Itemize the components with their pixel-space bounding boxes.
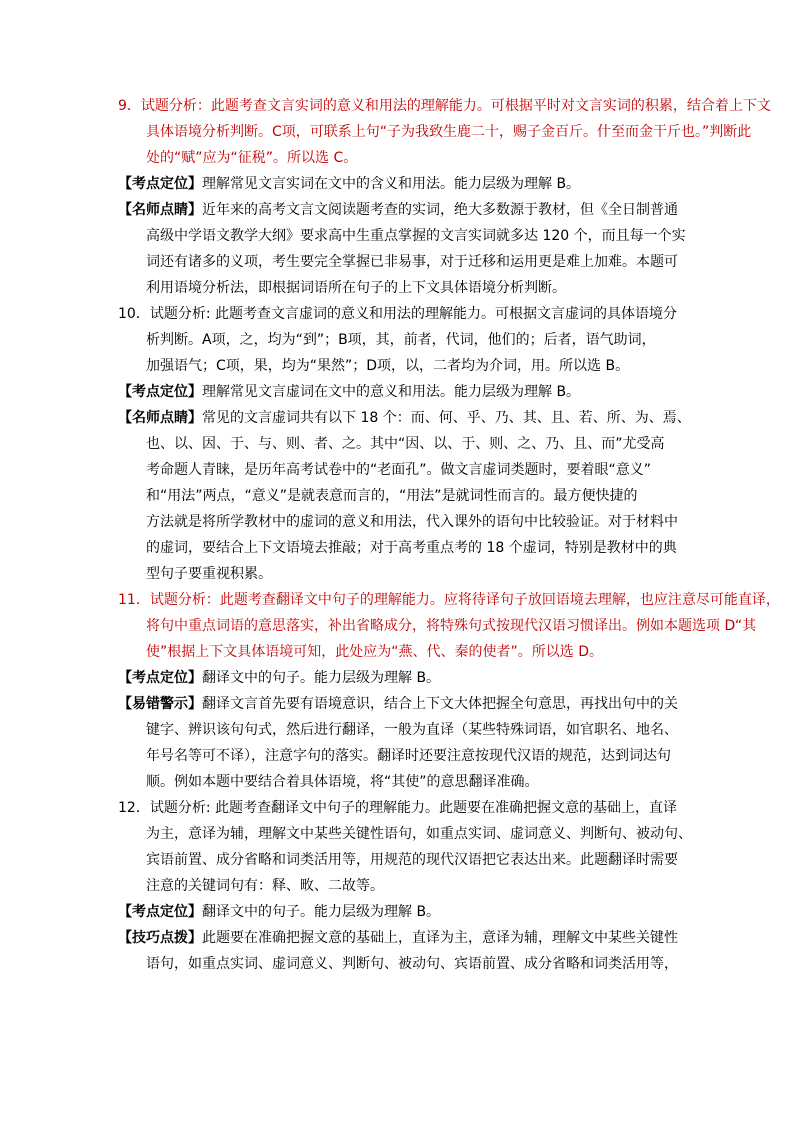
q12-number: 12． [118, 800, 150, 816]
q10-number: 10． [118, 306, 150, 322]
q11-number: 11． [118, 592, 150, 608]
q12-tip-tag: 【技巧点拨】 [118, 930, 202, 946]
q12-tip: 【技巧点拨】此题要在准确把握文意的基础上，直译为主，意译为辅，理解文中某些关键性 语句，如重点实词、虚词意义、判断句、被动句、宾语前置、成分省略和词类活用等， [118, 930, 678, 972]
q9-analysis [118, 93, 771, 171]
q9-line-2: 具体语境分析判断。C项，可联系上句“子为我致生鹿二十，赐子金百斤。什至而金干斤也。”判断此 [146, 124, 752, 140]
q11-tip-tag: 【易错警示】 [118, 696, 202, 712]
q10-analysis: 10．试题分析: 此题考查文言虚词的意义和用法的理解能力。可根据文言虚词的具体语境分 析判断。A项，之，均为“到”；B项，其，前者，代词，他们的；后者，语气助词， 加强语气；C项，果，均为“果然”；D项，以，二者均为介词，用。所以选 B。 [118, 306, 677, 374]
q10-tip: 【名师点睛】常见的文言虚词共有以下 18 个：而、何、乎、乃、其、且、若、所、为、焉、 也、以、因、于、与、则、者、之。其中“因、以、于、则、之、乃、且、而”尤受高 考命题人青睐，是历年高考试卷中的“老面孔”。做文言虚词类题时，要着眼“意义” 和“用法”两点，“意义”是就表意而言的，“用法”是就词性而言的。最方便快捷的 方法就是将所学教材中的虚词的意义和用法，代入课外的语句中比较验证。对于材料中 的虚词，要结合上下文语境去推敲；对于高考重点考的 18 个虚词，特别是教材中的典 型句子要重视积累。 [118, 410, 691, 582]
q9-line-1: 9．试题分析：此题考查文言实词的意义和用法的理解能力。可根据平时对文言实词的积累，结合着上下文 [118, 98, 771, 114]
q11-locate-tag: 【考点定位】 [118, 670, 202, 686]
q9-tip-tag: 【名师点睛】 [118, 202, 202, 218]
q11-analysis: 11．试题分析：此题考查翻译文中句子的理解能力。应将待译句子放回语境去理解，也应注意尽可能直译， 将句中重点词语的意思落实，补出省略成分，将特殊句式按现代汉语习惯译出。例如本题选项 D“其 使”根据上下文具体语境可知，此处应为“燕、代、秦的使者”。所以选 D。 [118, 592, 780, 660]
q9-number: 9． [118, 98, 141, 114]
q12-locate-tag: 【考点定位】 [118, 904, 202, 920]
q9-tip: 【名师点睛】近年来的高考文言文阅读题考查的实词，绝大多数源于教材，但《全日制普通 高级中学语文教学大纲》要求高中生重点掌握的文言实词就多达 120 个，而且每一个实 词还有诸多的义项，考生要完全掌握已非易事，对于迁移和运用更是难上加难。本题可 利用语境分析法，即根据词语所在句子的上下文具体语境分析判断。 [118, 202, 686, 296]
q10-tip-tag: 【名师点睛】 [118, 410, 202, 426]
q11-tip: 【易错警示】翻译文言首先要有语境意识，结合上下文大体把握全句意思，再找出句中的关 键字、辨识该句句式，然后进行翻译，一般为直译（某些特殊词语，如官职名、地名、 年号名等可不译），注意字句的落实。翻译时还要注意按现代汉语的规范，达到词达句 顺。例如本题中要结合着具体语境，将“其使”的意思翻译准确。 [118, 696, 678, 790]
document-page [118, 93, 780, 977]
q11-locate: 【考点定位】翻译文中的句子。能力层级为理解 B。 [118, 670, 441, 686]
q10-locate: 【考点定位】理解常见文言虚词在文中的意义和用法。能力层级为理解 B。 [118, 384, 581, 400]
q9-locate-tag: 【考点定位】 [118, 176, 202, 192]
q10-locate-tag: 【考点定位】 [118, 384, 202, 400]
q9-line-3: 处的“赋”应为“征税”。所以选 C。 [146, 150, 358, 166]
q9-locate: 【考点定位】理解常见文言实词在文中的含义和用法。能力层级为理解 B。 [118, 176, 581, 192]
q12-analysis: 12．试题分析: 此题考查翻译文中句子的理解能力。此题要在准确把握文意的基础上，直译 为主，意译为辅，理解文中某些关键性语句，如重点实词、虚词意义、判断句、被动句、 宾语前置、成分省略和词类活用等，用规范的现代汉语把它表达出来。此题翻译时需要 注意的关键词句有：释、畋、二故等。 [118, 800, 692, 894]
q12-locate: 【考点定位】翻译文中的句子。能力层级为理解 B。 [118, 904, 441, 920]
